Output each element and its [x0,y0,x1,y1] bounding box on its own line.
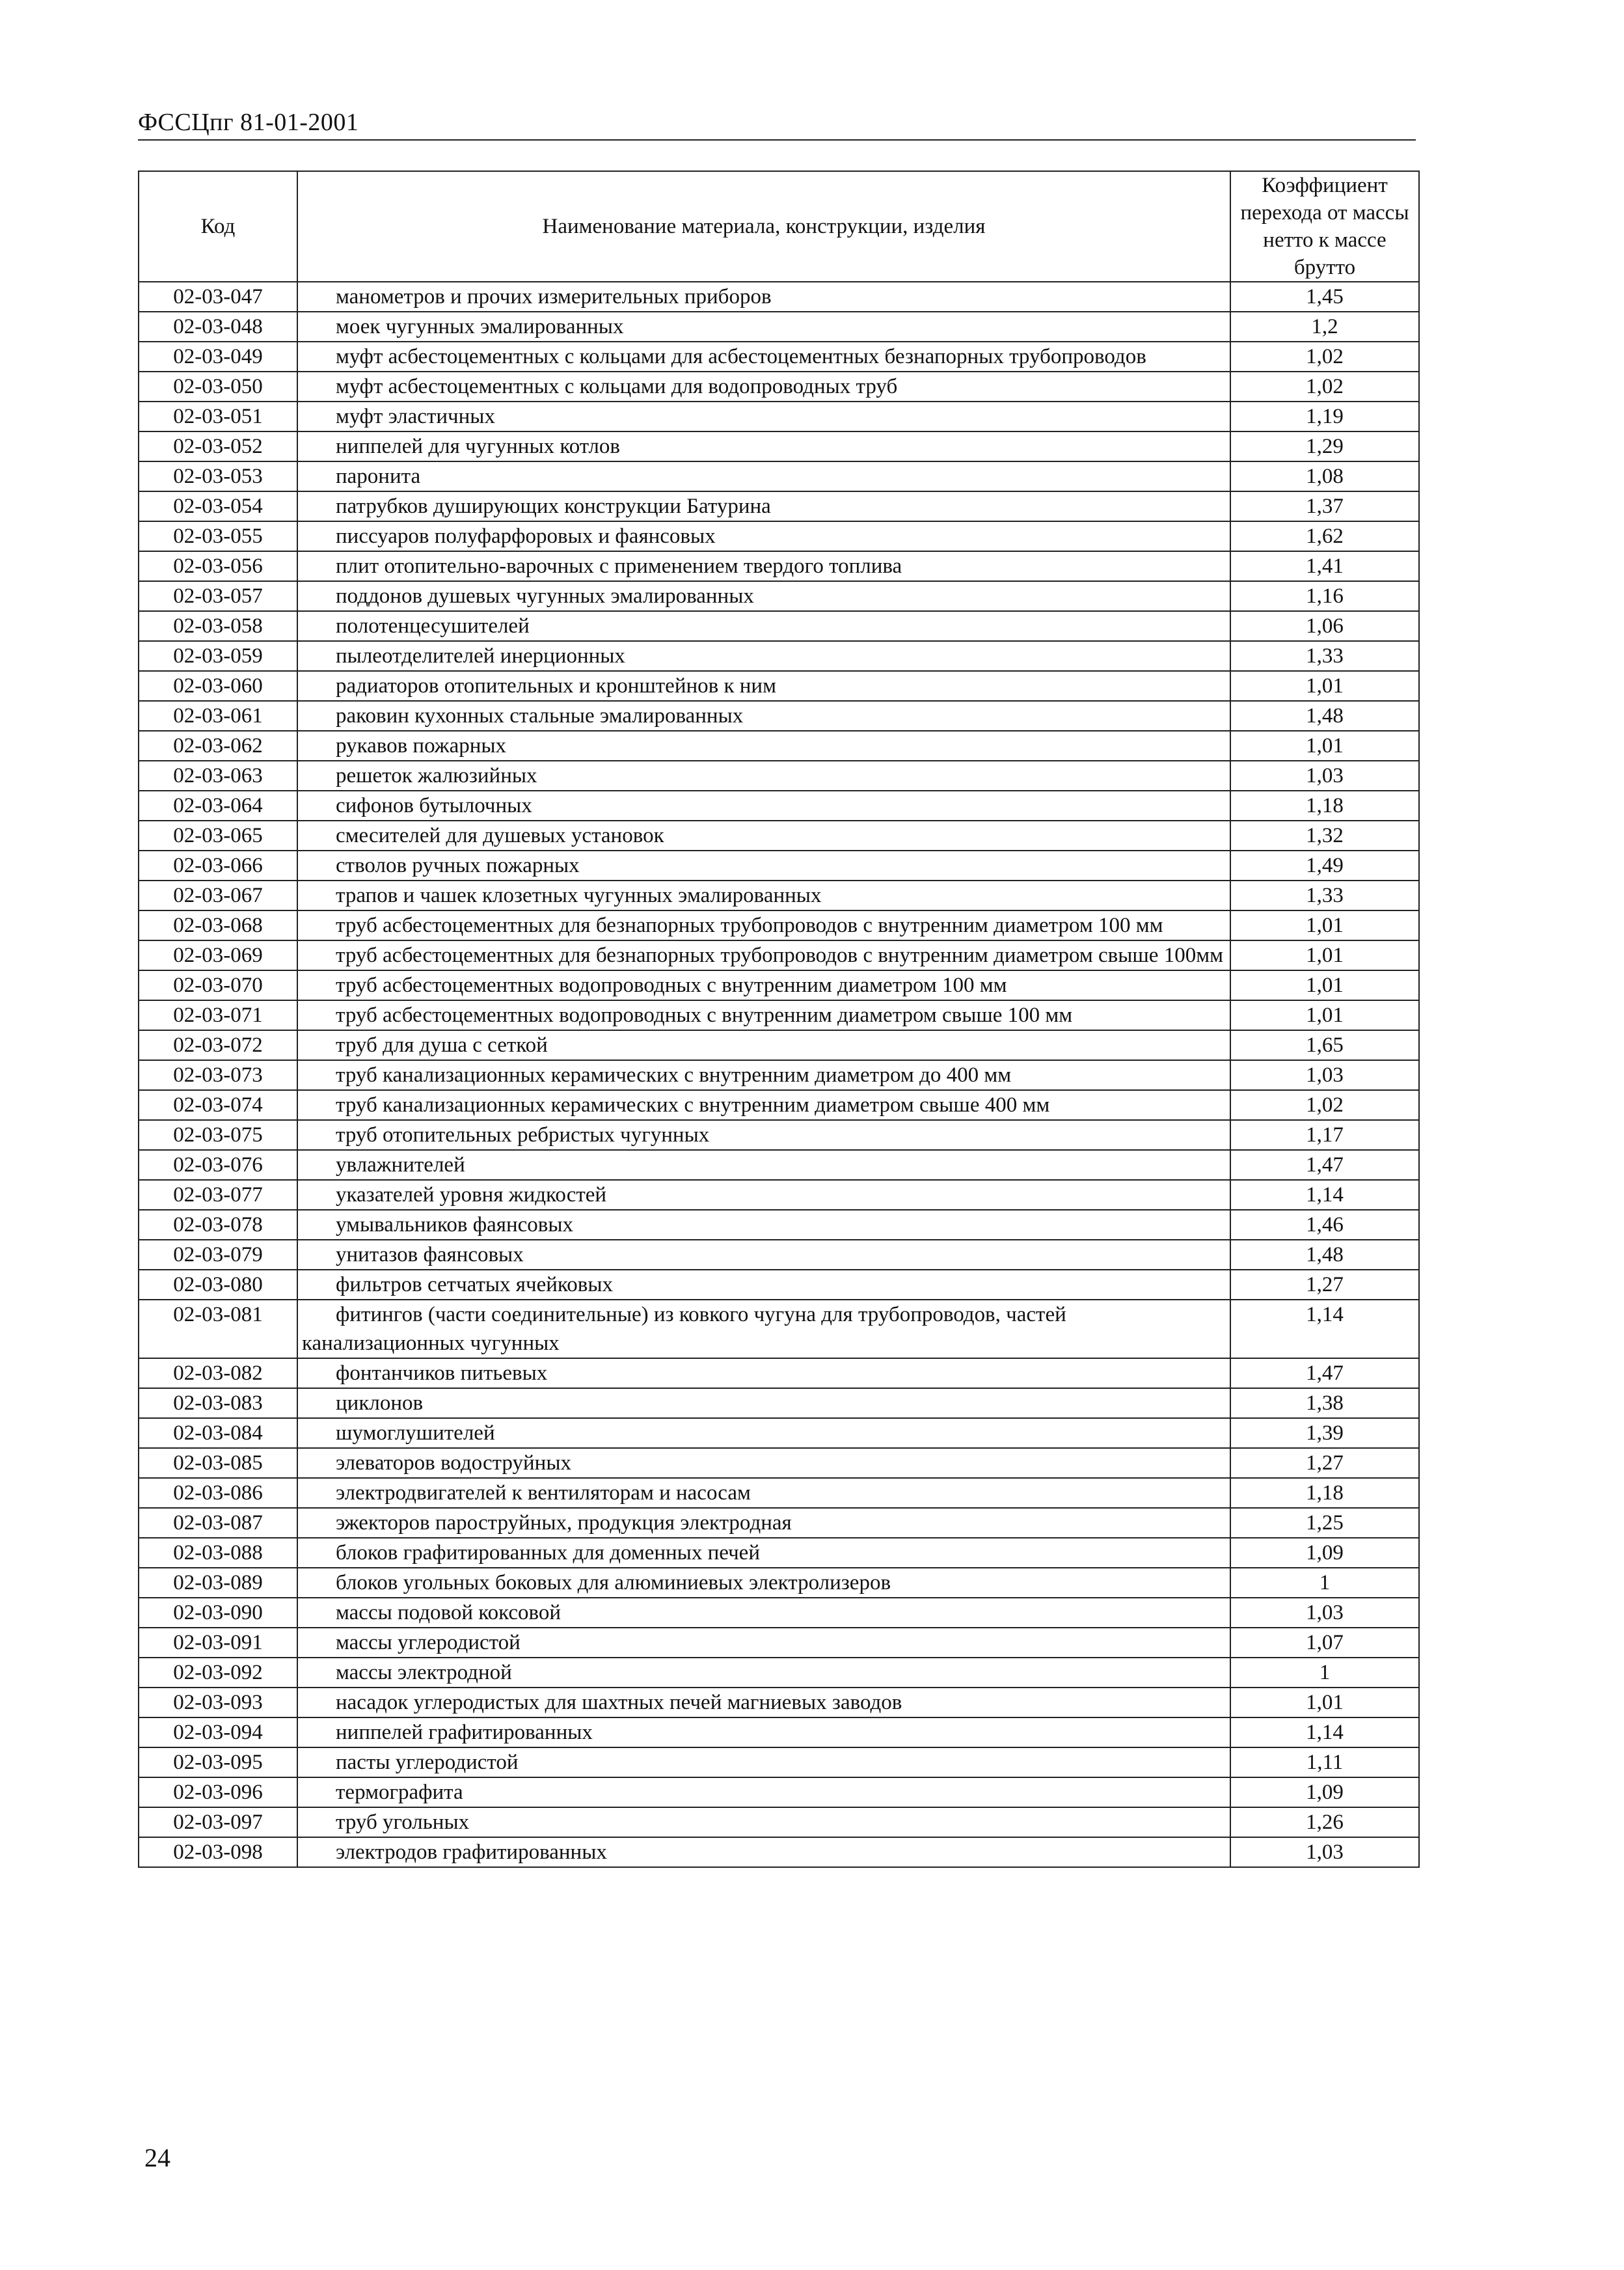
cell-coefficient: 1,65 [1230,1030,1419,1060]
cell-code: 02-03-057 [139,581,297,611]
cell-name-text: массы подовой коксовой [336,1601,562,1624]
cell-name-text: циклонов [336,1391,424,1415]
cell-name [297,851,1230,881]
cell-coefficient: 1,01 [1230,671,1419,701]
cell-coefficient: 1,38 [1230,1388,1419,1418]
cell-name-text: труб угольных [336,1811,470,1834]
cell-code: 02-03-070 [139,970,297,1000]
cell-code: 02-03-049 [139,342,297,372]
table-row [139,1777,1419,1807]
cell-coefficient: 1,07 [1230,1628,1419,1658]
cell-name-text: унитазов фаянсовых [336,1243,524,1266]
table-row [139,821,1419,851]
cell-code: 02-03-058 [139,611,297,641]
table-row [139,1717,1419,1747]
cell-code: 02-03-089 [139,1568,297,1598]
table-row [139,1448,1419,1478]
cell-name [297,1717,1230,1747]
cell-code: 02-03-073 [139,1060,297,1090]
cell-name-text: стволов ручных пожарных [336,854,580,877]
cell-name-text: умывальников фаянсовых [336,1213,573,1237]
cell-code: 02-03-066 [139,851,297,881]
table-row [139,1568,1419,1598]
cell-name-text: плит отопительно-варочных с применением твердого топлива [336,554,902,578]
cell-name-text: рукавов пожарных [336,734,507,758]
cell-code: 02-03-087 [139,1508,297,1538]
table-row [139,641,1419,671]
cell-code: 02-03-097 [139,1807,297,1837]
cell-name [297,970,1230,1000]
cell-name [297,1538,1230,1568]
cell-coefficient: 1,2 [1230,312,1419,342]
table-row [139,1210,1419,1240]
cell-code: 02-03-072 [139,1030,297,1060]
cell-name [297,1060,1230,1090]
cell-name-text: указателей уровня жидкостей [336,1183,607,1207]
table-row [139,791,1419,821]
table-row [139,461,1419,491]
cell-code: 02-03-064 [139,791,297,821]
cell-name-text: моек чугунных эмалированных [336,315,624,338]
cell-coefficient: 1,02 [1230,1090,1419,1120]
cell-coefficient: 1,17 [1230,1120,1419,1150]
table-row [139,581,1419,611]
cell-coefficient: 1,62 [1230,521,1419,551]
cell-coefficient: 1,01 [1230,731,1419,761]
cell-coefficient: 1,16 [1230,581,1419,611]
column-header-coefficient: Коэффициент перехода от массы нетто к массе брутто [1230,171,1419,282]
table-row [139,611,1419,641]
table-row [139,1628,1419,1658]
cell-code: 02-03-059 [139,641,297,671]
cell-name [297,1000,1230,1030]
cell-code: 02-03-093 [139,1688,297,1717]
cell-code: 02-03-095 [139,1747,297,1777]
cell-name [297,1628,1230,1658]
table-row [139,1538,1419,1568]
table-header-row [139,171,1419,282]
page-number: 24 [144,2143,170,2172]
cell-code: 02-03-088 [139,1538,297,1568]
cell-name-text: муфт асбестоцементных с кольцами для асбестоцементных безнапорных трубопроводов [336,345,1146,368]
cell-name-text: труб отопительных ребристых чугунных [336,1123,710,1147]
cell-name [297,1030,1230,1060]
cell-coefficient: 1,47 [1230,1150,1419,1180]
cell-name [297,551,1230,581]
table-row [139,402,1419,431]
cell-name [297,1240,1230,1270]
cell-name [297,1807,1230,1837]
cell-name [297,881,1230,910]
cell-code: 02-03-056 [139,551,297,581]
cell-coefficient: 1,03 [1230,1598,1419,1628]
cell-name [297,1598,1230,1628]
cell-coefficient: 1,06 [1230,611,1419,641]
table-row [139,910,1419,940]
cell-name [297,1508,1230,1538]
table-row [139,1000,1419,1030]
cell-coefficient: 1,33 [1230,641,1419,671]
cell-code: 02-03-067 [139,881,297,910]
table-row [139,1180,1419,1210]
cell-name [297,611,1230,641]
cell-coefficient: 1,33 [1230,881,1419,910]
materials-table [138,171,1420,1868]
cell-name-text: массы углеродистой [336,1631,521,1654]
cell-name [297,1388,1230,1418]
cell-coefficient: 1,09 [1230,1777,1419,1807]
table-row [139,671,1419,701]
cell-code: 02-03-047 [139,282,297,312]
cell-name-text: фитингов (части соединительные) из ковкого чугуна для трубопроводов, частей канализационных чугунных [302,1303,1066,1355]
cell-code: 02-03-061 [139,701,297,731]
cell-code: 02-03-055 [139,521,297,551]
cell-coefficient: 1,03 [1230,761,1419,791]
table-row [139,761,1419,791]
cell-name-text: фильтров сетчатых ячейковых [336,1273,614,1296]
cell-coefficient: 1,32 [1230,821,1419,851]
cell-name [297,671,1230,701]
table-row [139,342,1419,372]
cell-name [297,312,1230,342]
cell-name [297,1270,1230,1300]
cell-name-text: труб асбестоцементных водопроводных с внутренним диаметром свыше 100 мм [336,1004,1073,1027]
table-row [139,1658,1419,1688]
cell-code: 02-03-051 [139,402,297,431]
cell-coefficient: 1,45 [1230,282,1419,312]
cell-coefficient: 1,01 [1230,910,1419,940]
cell-code: 02-03-063 [139,761,297,791]
cell-name-text: писсуаров полуфарфоровых и фаянсовых [336,525,716,548]
cell-name-text: массы электродной [336,1661,512,1684]
cell-coefficient: 1,01 [1230,970,1419,1000]
cell-name [297,1658,1230,1688]
cell-name-text: решеток жалюзийных [336,764,537,787]
table-row [139,1688,1419,1717]
cell-code: 02-03-082 [139,1358,297,1388]
cell-name [297,491,1230,521]
cell-code: 02-03-076 [139,1150,297,1180]
cell-name-text: электродвигателей к вентиляторам и насосам [336,1481,751,1505]
cell-code: 02-03-052 [139,431,297,461]
cell-name-text: пылеотделителей инерционных [336,644,625,668]
cell-name-text: труб асбестоцементных водопроводных с внутренним диаметром 100 мм [336,974,1007,997]
cell-name [297,761,1230,791]
cell-code: 02-03-069 [139,940,297,970]
cell-coefficient: 1,02 [1230,342,1419,372]
cell-name-text: блоков графитированных для доменных печей [336,1541,760,1565]
cell-name-text: труб асбестоцементных для безнапорных трубопроводов с внутренним диаметром 100 мм [336,914,1163,937]
cell-coefficient: 1 [1230,1658,1419,1688]
cell-code: 02-03-050 [139,372,297,402]
cell-code: 02-03-086 [139,1478,297,1508]
table-row [139,1478,1419,1508]
cell-name-text: электродов графитированных [336,1840,607,1864]
cell-coefficient: 1,14 [1230,1300,1419,1358]
cell-code: 02-03-065 [139,821,297,851]
cell-code: 02-03-098 [139,1837,297,1867]
cell-name [297,282,1230,312]
table-row [139,970,1419,1000]
cell-name-text: раковин кухонных стальные эмалированных [336,704,744,728]
table-header [139,171,1419,282]
cell-name-text: шумоглушителей [336,1421,495,1445]
cell-coefficient: 1,19 [1230,402,1419,431]
cell-name-text: блоков угольных боковых для алюминиевых электролизеров [336,1571,891,1594]
cell-coefficient: 1,01 [1230,940,1419,970]
table-row [139,1240,1419,1270]
cell-name [297,521,1230,551]
cell-coefficient: 1,47 [1230,1358,1419,1388]
cell-name-text: пасты углеродистой [336,1751,519,1774]
cell-name [297,1358,1230,1388]
cell-code: 02-03-048 [139,312,297,342]
cell-code: 02-03-053 [139,461,297,491]
cell-code: 02-03-081 [139,1300,297,1358]
table-body [139,282,1419,1867]
column-header-code: Код [139,171,297,282]
table-row [139,551,1419,581]
cell-name-text: увлажнителей [336,1153,465,1177]
cell-name [297,1210,1230,1240]
cell-code: 02-03-079 [139,1240,297,1270]
cell-name-text: фонтанчиков питьевых [336,1361,548,1385]
cell-name-text: паронита [336,465,421,488]
cell-name [297,910,1230,940]
table-row [139,731,1419,761]
cell-name-text: радиаторов отопительных и кронштейнов к ним [336,674,776,698]
cell-name-text: поддонов душевых чугунных эмалированных [336,584,754,608]
cell-name [297,461,1230,491]
cell-name [297,641,1230,671]
table-row [139,701,1419,731]
cell-coefficient: 1,39 [1230,1418,1419,1448]
cell-code: 02-03-054 [139,491,297,521]
table-row [139,1807,1419,1837]
cell-coefficient: 1,08 [1230,461,1419,491]
cell-name-text: патрубков душирующих конструкции Батурина [336,495,771,518]
cell-coefficient: 1,25 [1230,1508,1419,1538]
cell-coefficient: 1,27 [1230,1448,1419,1478]
cell-name [297,1568,1230,1598]
cell-code: 02-03-071 [139,1000,297,1030]
table-row [139,1300,1419,1358]
table-row [139,881,1419,910]
cell-name-text: труб канализационных керамических с внутренним диаметром свыше 400 мм [336,1093,1050,1117]
cell-name [297,791,1230,821]
cell-name-text: смесителей для душевых установок [336,824,664,847]
cell-name-text: труб канализационных керамических с внутренним диаметром до 400 мм [336,1063,1012,1087]
cell-name [297,821,1230,851]
cell-coefficient: 1,37 [1230,491,1419,521]
cell-name-text: эжекторов пароструйных, продукция электродная [336,1511,792,1535]
cell-coefficient: 1,48 [1230,701,1419,731]
cell-name [297,581,1230,611]
cell-code: 02-03-075 [139,1120,297,1150]
cell-coefficient: 1,14 [1230,1180,1419,1210]
table-row [139,1358,1419,1388]
cell-coefficient: 1 [1230,1568,1419,1598]
cell-code: 02-03-080 [139,1270,297,1300]
cell-name [297,1747,1230,1777]
cell-code: 02-03-062 [139,731,297,761]
table-row [139,1150,1419,1180]
table-row [139,491,1419,521]
table-row [139,372,1419,402]
cell-name-text: манометров и прочих измерительных приборов [336,285,772,308]
table-row [139,282,1419,312]
cell-coefficient: 1,02 [1230,372,1419,402]
cell-coefficient: 1,11 [1230,1747,1419,1777]
cell-coefficient: 1,03 [1230,1837,1419,1867]
cell-name [297,402,1230,431]
cell-name-text: полотенцесушителей [336,614,530,638]
table-row [139,312,1419,342]
cell-coefficient: 1,27 [1230,1270,1419,1300]
cell-code: 02-03-077 [139,1180,297,1210]
cell-name-text: трапов и чашек клозетных чугунных эмалированных [336,884,822,907]
cell-code: 02-03-084 [139,1418,297,1448]
cell-code: 02-03-068 [139,910,297,940]
cell-name [297,1478,1230,1508]
table-row [139,1508,1419,1538]
cell-name [297,342,1230,372]
table-row [139,1837,1419,1867]
cell-code: 02-03-085 [139,1448,297,1478]
cell-coefficient: 1,18 [1230,1478,1419,1508]
cell-name [297,1090,1230,1120]
cell-code: 02-03-094 [139,1717,297,1747]
cell-name [297,1688,1230,1717]
cell-name-text: термографита [336,1781,463,1804]
cell-code: 02-03-090 [139,1598,297,1628]
cell-name-text: труб асбестоцементных для безнапорных трубопроводов с внутренним диаметром свыше 100мм [336,944,1223,967]
table-row [139,1060,1419,1090]
cell-coefficient: 1,01 [1230,1000,1419,1030]
table-row [139,1418,1419,1448]
cell-name [297,1777,1230,1807]
cell-coefficient: 1,09 [1230,1538,1419,1568]
cell-name [297,1837,1230,1867]
cell-name [297,1448,1230,1478]
cell-name [297,731,1230,761]
cell-coefficient: 1,14 [1230,1717,1419,1747]
cell-name-text: сифонов бутылочных [336,794,532,817]
cell-coefficient: 1,18 [1230,791,1419,821]
cell-coefficient: 1,48 [1230,1240,1419,1270]
cell-name [297,1180,1230,1210]
column-header-name: Наименование материала, конструкции, изделия [297,171,1230,282]
cell-coefficient: 1,03 [1230,1060,1419,1090]
cell-name [297,1150,1230,1180]
cell-name [297,372,1230,402]
table-row [139,1598,1419,1628]
cell-name-text: труб для душа с сеткой [336,1033,548,1057]
cell-coefficient: 1,41 [1230,551,1419,581]
page-header-title: ФССЦпг 81-01-2001 [138,109,359,136]
cell-code: 02-03-083 [139,1388,297,1418]
table-row [139,1388,1419,1418]
cell-coefficient: 1,46 [1230,1210,1419,1240]
table-row [139,1270,1419,1300]
cell-name [297,431,1230,461]
cell-coefficient: 1,01 [1230,1688,1419,1717]
table-row [139,1120,1419,1150]
cell-coefficient: 1,49 [1230,851,1419,881]
cell-code: 02-03-092 [139,1658,297,1688]
cell-code: 02-03-074 [139,1090,297,1120]
table-row [139,1747,1419,1777]
table-row [139,1030,1419,1060]
cell-code: 02-03-078 [139,1210,297,1240]
header-rule [138,139,1416,141]
table-row [139,521,1419,551]
cell-name-text: муфт асбестоцементных с кольцами для водопроводных труб [336,375,898,398]
cell-name-text: ниппелей графитированных [336,1721,593,1744]
table-row [139,851,1419,881]
cell-name [297,940,1230,970]
table-row [139,1090,1419,1120]
cell-code: 02-03-091 [139,1628,297,1658]
table-row [139,431,1419,461]
cell-coefficient: 1,29 [1230,431,1419,461]
cell-name [297,1120,1230,1150]
cell-code: 02-03-096 [139,1777,297,1807]
cell-name [297,1418,1230,1448]
cell-code: 02-03-060 [139,671,297,701]
cell-name-text: ниппелей для чугунных котлов [336,435,620,458]
cell-name-text: насадок углеродистых для шахтных печей магниевых заводов [336,1691,902,1714]
cell-name [297,1300,1230,1358]
cell-name-text: элеваторов водоструйных [336,1451,571,1475]
table-row [139,940,1419,970]
cell-name-text: муфт эластичных [336,405,495,428]
cell-name [297,701,1230,731]
cell-coefficient: 1,26 [1230,1807,1419,1837]
